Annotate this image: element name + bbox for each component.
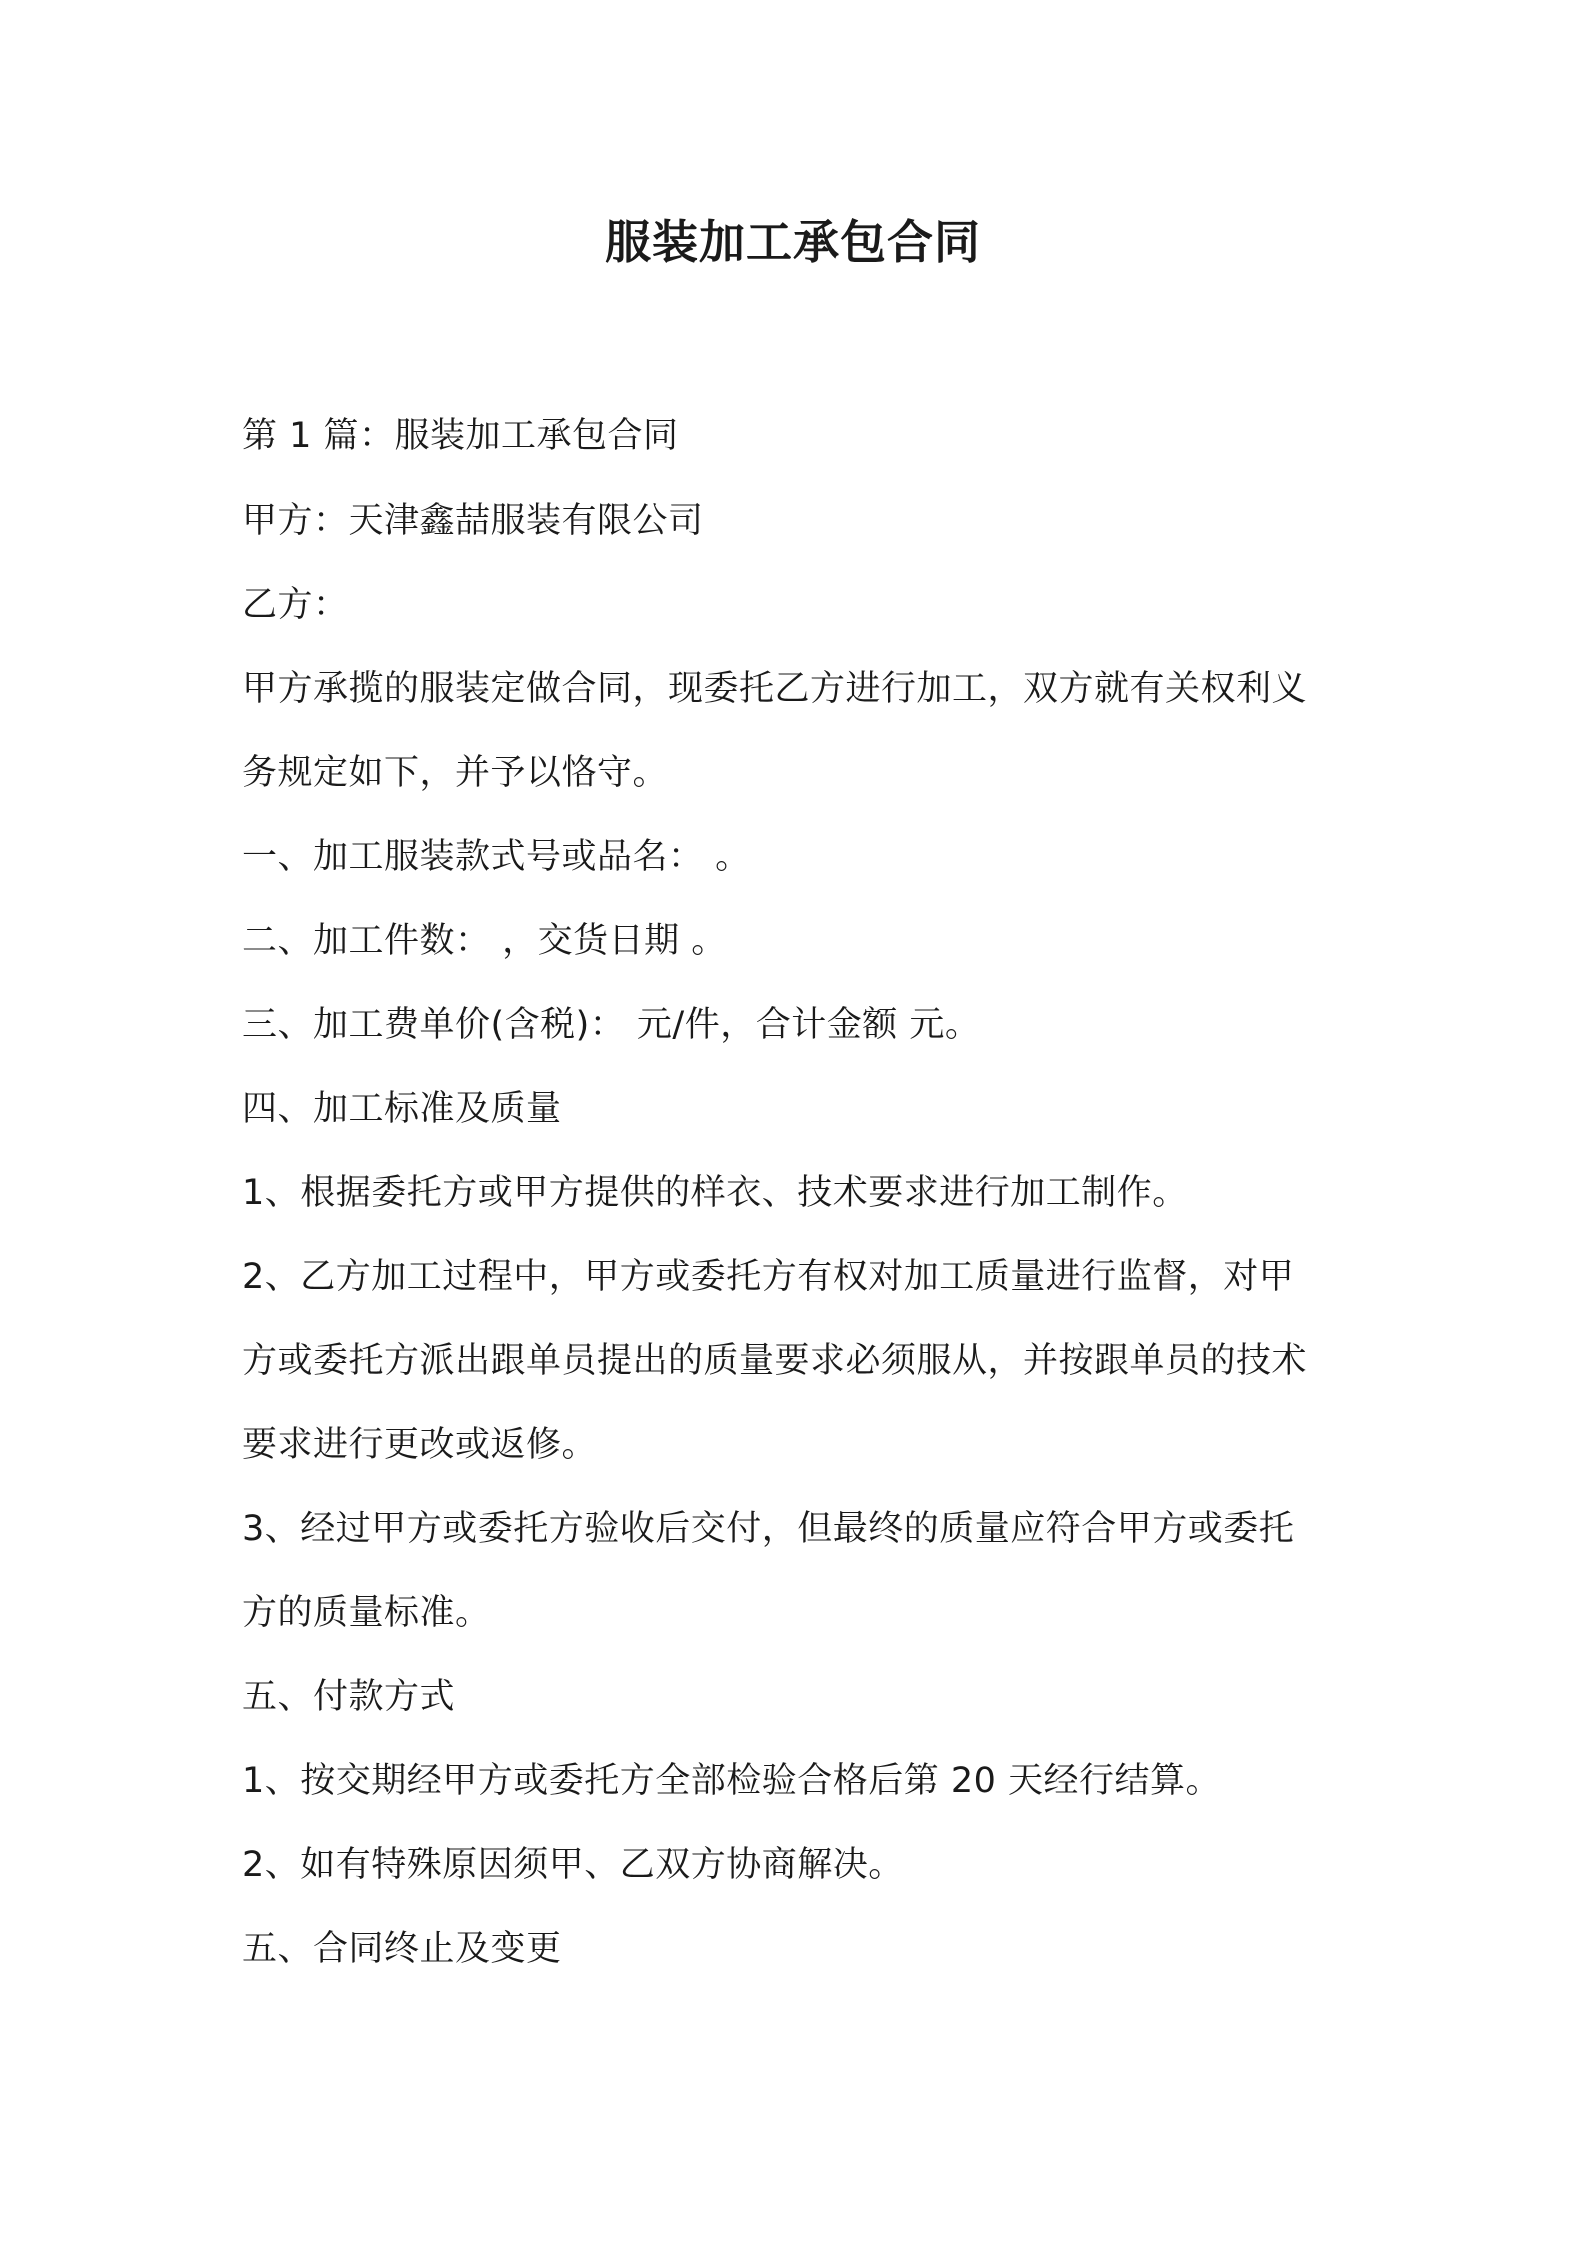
paragraph-line: 方或委托方派出跟单员提出的质量要求必须服从，并按跟单员的技术 bbox=[242, 1341, 1308, 1381]
paragraph-line: 五、付款方式 bbox=[242, 1677, 456, 1717]
paragraph-line: 四、加工标准及质量 bbox=[242, 1089, 562, 1129]
paragraph-line: 3、经过甲方或委托方验收后交付，但最终的质量应符合甲方或委托 bbox=[242, 1509, 1295, 1549]
paragraph-line: 二、加工件数： ，交货日期 。 bbox=[242, 921, 727, 961]
paragraph-line: 甲方承揽的服装定做合同，现委托乙方进行加工，双方就有关权利义 bbox=[242, 669, 1308, 709]
paragraph-line: 第 1 篇：服装加工承包合同 bbox=[242, 416, 679, 456]
paragraph-line: 五、合同终止及变更 bbox=[242, 1929, 562, 1969]
document-title: 服装加工承包合同 bbox=[605, 215, 981, 269]
paragraph-line: 2、乙方加工过程中，甲方或委托方有权对加工质量进行监督，对甲 bbox=[242, 1257, 1295, 1297]
paragraph-line: 甲方：天津鑫喆服装有限公司 bbox=[242, 501, 704, 541]
paragraph-line: 一、加工服装款式号或品名： 。 bbox=[242, 837, 751, 877]
paragraph-line: 1、根据委托方或甲方提供的样衣、技术要求进行加工制作。 bbox=[242, 1173, 1188, 1213]
paragraph-line: 务规定如下，并予以恪守。 bbox=[242, 753, 669, 793]
paragraph-line: 三、加工费单价(含税)： 元/件，合计金额 元。 bbox=[242, 1005, 981, 1045]
paragraph-line: 2、如有特殊原因须甲、乙双方协商解决。 bbox=[242, 1845, 904, 1885]
paragraph-line: 1、按交期经甲方或委托方全部检验合格后第 20 天经行结算。 bbox=[242, 1761, 1222, 1801]
paragraph-line: 乙方： bbox=[242, 585, 349, 625]
paragraph-line: 要求进行更改或返修。 bbox=[242, 1425, 598, 1465]
paragraph-line: 方的质量标准。 bbox=[242, 1593, 491, 1633]
